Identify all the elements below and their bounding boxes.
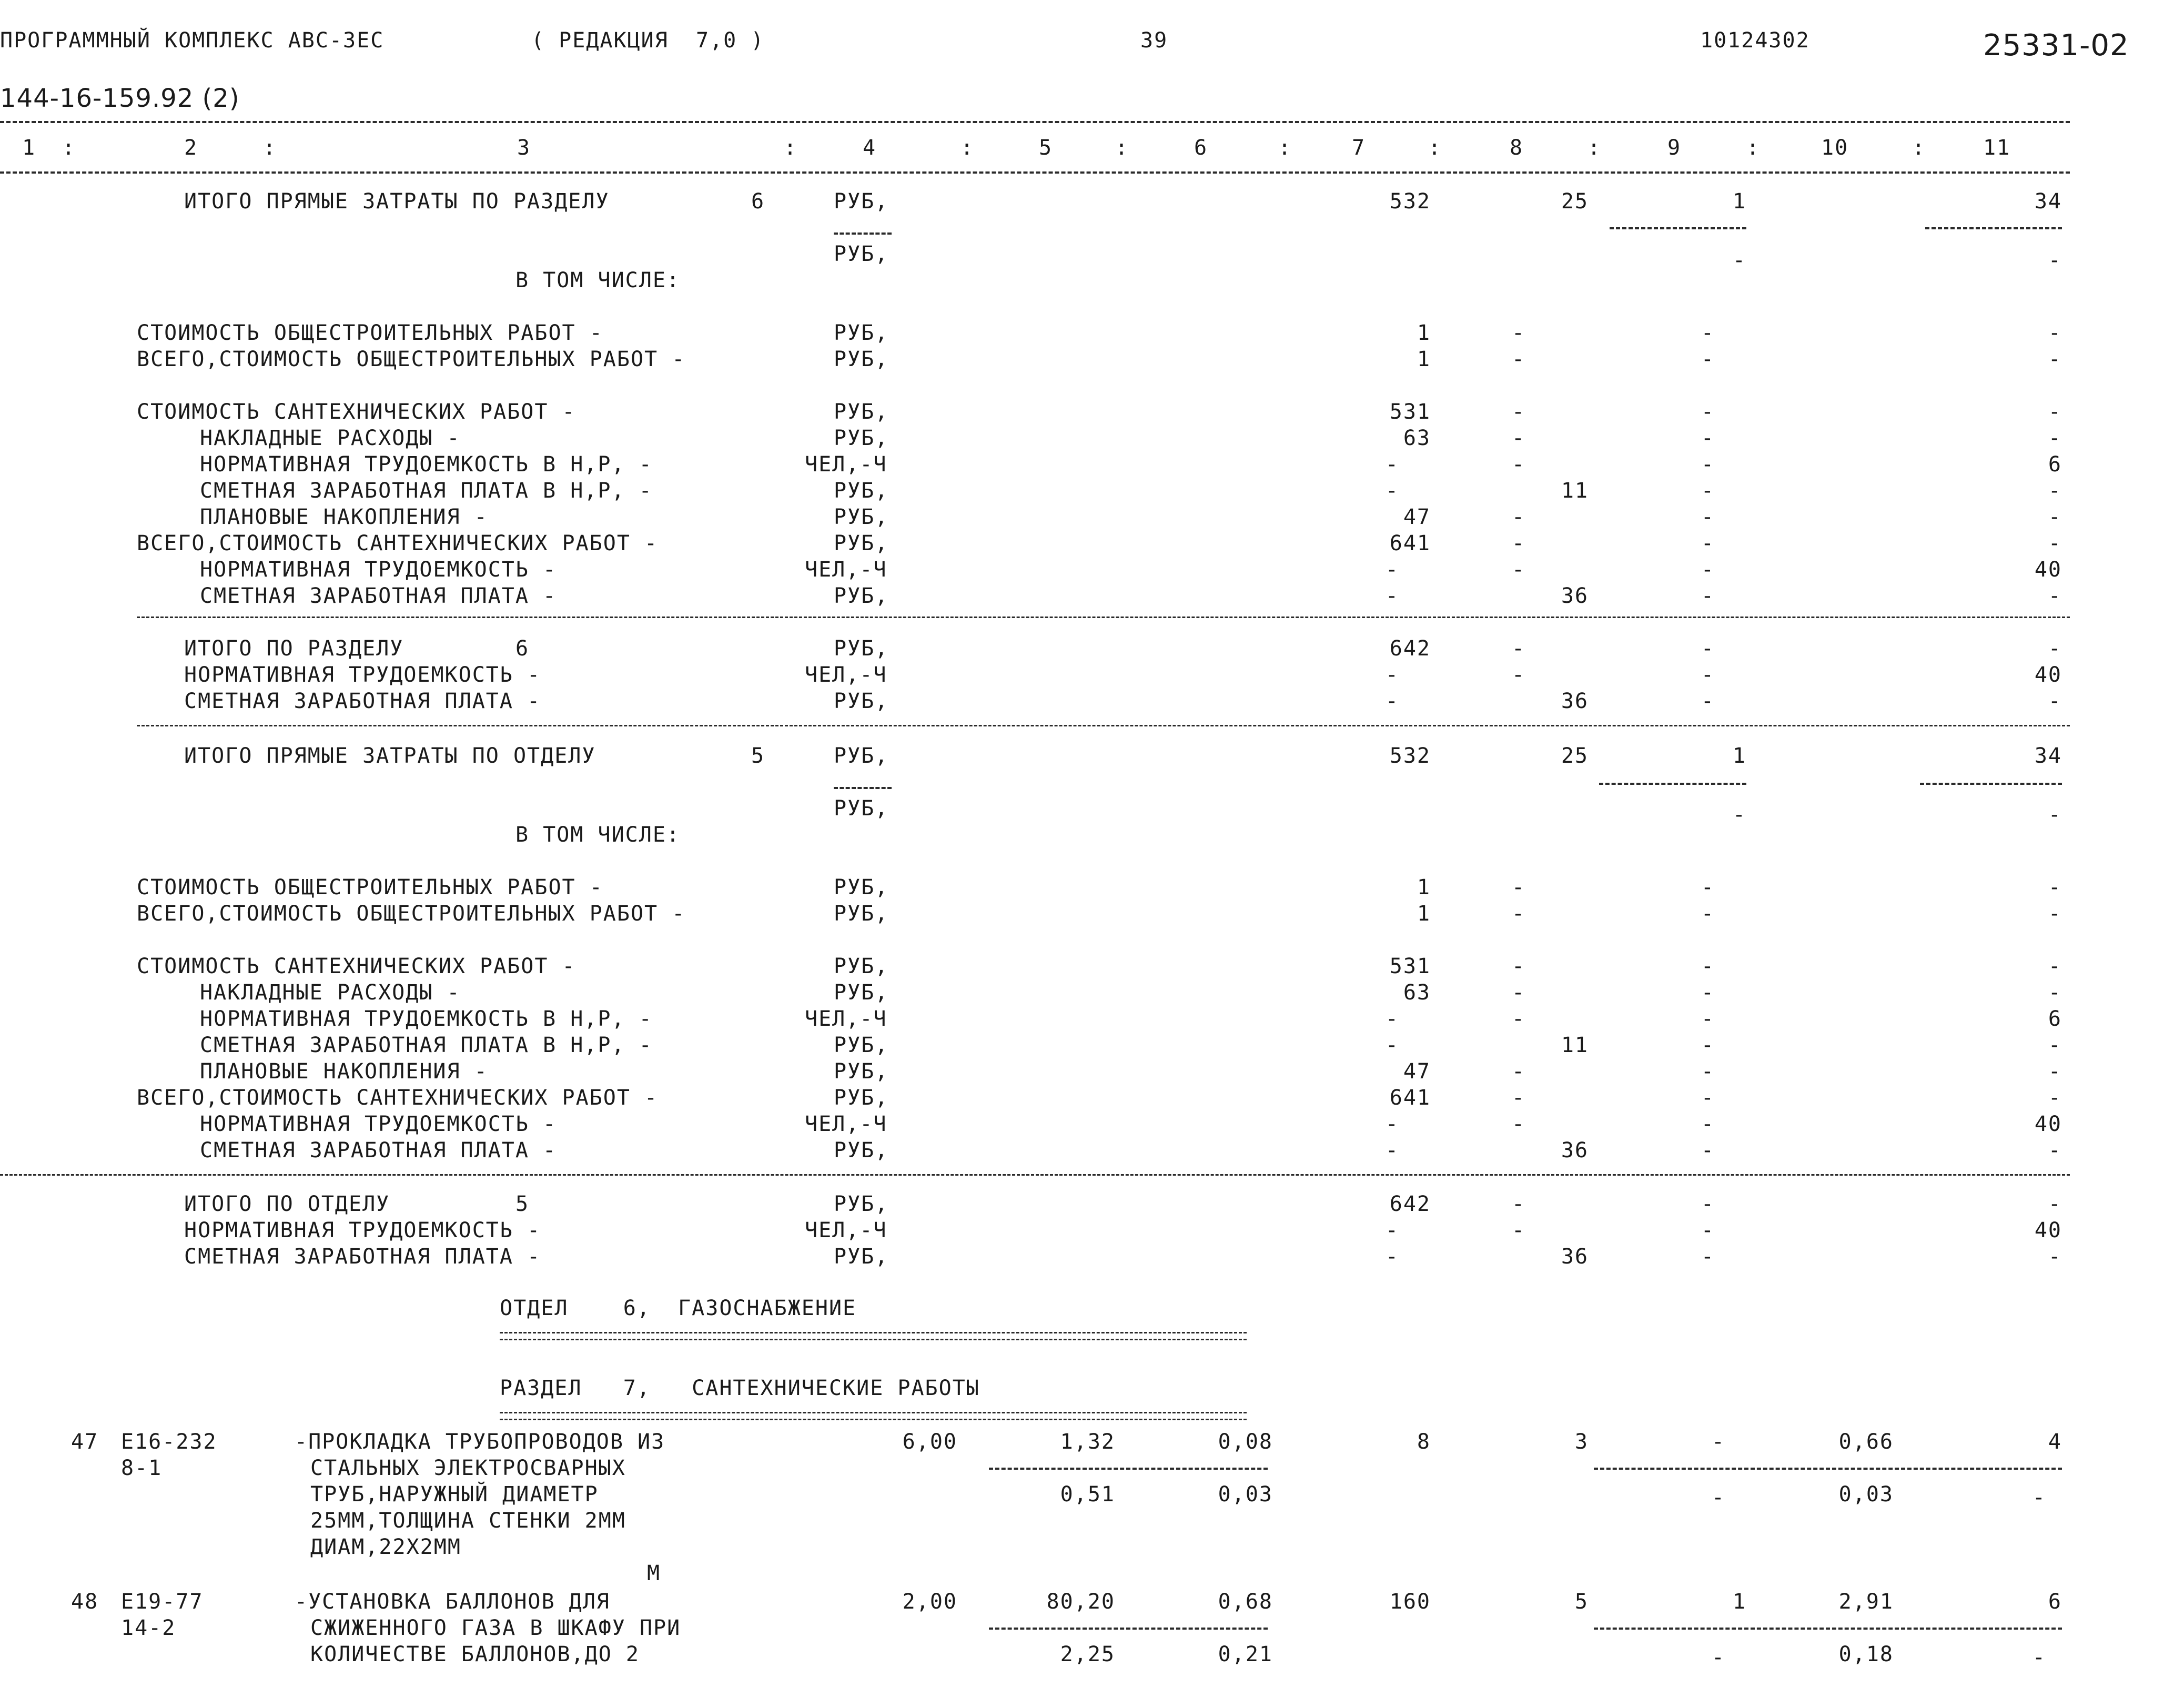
row-label: СМЕТНАЯ ЗАРАБОТНАЯ ПЛАТА - <box>184 1245 541 1269</box>
item-number: 48 <box>71 1590 99 1614</box>
value-c9: 1 <box>1732 744 1746 768</box>
unit: РУБ, <box>834 584 889 608</box>
section-rule <box>137 725 2070 726</box>
item-c8: 3 <box>1574 1430 1589 1454</box>
value-c9: - <box>1701 531 1715 555</box>
item-code: Е16-232 <box>121 1430 217 1454</box>
col-sep: : <box>263 136 277 160</box>
value-c9: - <box>1701 1245 1715 1269</box>
value-c11: - <box>2048 531 2062 555</box>
item-c6: 0,68 <box>1218 1590 1273 1614</box>
row-label: ИТОГО ПО РАЗДЕЛУ <box>184 636 404 661</box>
value-c8: - <box>1511 1218 1525 1242</box>
value-c7: - <box>1385 584 1399 608</box>
item-subcode: 8-1 <box>121 1456 163 1480</box>
col-sep: : <box>784 136 798 160</box>
price-underline <box>989 1628 1268 1630</box>
value-c8: - <box>1511 321 1525 345</box>
col-sep: : <box>1115 136 1129 160</box>
value-c11: 34 <box>2034 744 2062 768</box>
value-c7: 642 <box>1389 1192 1431 1216</box>
unit: РУБ, <box>834 796 889 821</box>
value-c11: - <box>2048 875 2062 900</box>
value-c9: - <box>1701 875 1715 900</box>
unit: РУБ, <box>834 744 889 768</box>
value-c9: 1 <box>1732 189 1746 214</box>
value-c11: - <box>2048 636 2062 661</box>
value-c7: - <box>1385 1033 1399 1057</box>
value-c8: - <box>1511 426 1525 450</box>
section-number: 6 <box>515 636 530 661</box>
unit: ЧЕЛ,-Ч <box>805 1218 887 1242</box>
row-label: СМЕТНАЯ ЗАРАБОТНАЯ ПЛАТА - <box>200 1138 557 1163</box>
item-c6-secondary: 0,21 <box>1218 1642 1273 1666</box>
item-description-line: ДИАМ,22Х2ММ <box>310 1535 461 1559</box>
value-c11: - <box>2048 1138 2062 1163</box>
value-c11: - <box>2048 902 2062 926</box>
department-number: 5 <box>751 744 765 768</box>
total-direct-costs-dept-label: ИТОГО ПРЯМЫЕ ЗАТРАТЫ ПО ОТДЕЛУ <box>184 744 596 768</box>
row-label: ВСЕГО,СТОИМОСТЬ САНТЕХНИЧЕСКИХ РАБОТ - <box>137 1086 659 1110</box>
value-c7: - <box>1385 689 1399 713</box>
row-label: НОРМАТИВНАЯ ТРУДОЕМКОСТЬ - <box>200 558 557 582</box>
col-10: 10 <box>1821 136 1849 160</box>
header-rule-bottom <box>0 171 2070 174</box>
unit: РУБ, <box>834 689 889 713</box>
unit: РУБ, <box>834 321 889 345</box>
value-c8: - <box>1511 400 1525 424</box>
item-description-line: -ПРОКЛАДКА ТРУБОПРОВОДОВ ИЗ <box>295 1430 665 1454</box>
value-c8: - <box>1511 1192 1525 1216</box>
unit: РУБ, <box>834 1033 889 1057</box>
col-sep: : <box>1912 136 1926 160</box>
value-c9: - <box>1701 479 1715 503</box>
unit: ЧЕЛ,-Ч <box>805 1007 887 1031</box>
value-c8: - <box>1511 452 1525 477</box>
stamp-number: 25331-02 <box>1983 28 2129 63</box>
value-c9: - <box>1701 1086 1715 1110</box>
unit: РУБ, <box>834 981 889 1005</box>
value-c7: 532 <box>1389 744 1431 768</box>
value-c11: - <box>2048 1086 2062 1110</box>
value-c9: - <box>1701 1192 1715 1216</box>
value-c8: - <box>1511 981 1525 1005</box>
unit: РУБ, <box>834 400 889 424</box>
value-c7: 642 <box>1389 636 1431 661</box>
value-c7: 63 <box>1403 981 1431 1005</box>
row-label: НОРМАТИВНАЯ ТРУДОЕМКОСТЬ - <box>184 1218 541 1242</box>
price-underline <box>989 1468 1268 1470</box>
item-c6-secondary: 0,03 <box>1218 1482 1273 1507</box>
value-c11: 40 <box>2034 663 2062 687</box>
row-label: ИТОГО ПО ОТДЕЛУ <box>184 1192 390 1216</box>
item-code: Е19-77 <box>121 1590 204 1614</box>
item-quantity: 6,00 <box>902 1430 957 1454</box>
unit: ЧЕЛ,-Ч <box>805 1112 887 1136</box>
value-c8: - <box>1511 531 1525 555</box>
unit: РУБ, <box>834 426 889 450</box>
value-c7: - <box>1385 1245 1399 1269</box>
item-c9-secondary: - <box>1711 1645 1725 1670</box>
section-number: 6 <box>751 189 765 214</box>
value-c7: - <box>1385 1218 1399 1242</box>
unit: ЧЕЛ,-Ч <box>805 452 887 477</box>
col-11: 11 <box>1983 136 2011 160</box>
item-unit-price: 80,20 <box>1046 1590 1115 1614</box>
value-c11: - <box>2048 1059 2062 1084</box>
item-description-line: КОЛИЧЕСТВЕ БАЛЛОНОВ,ДО 2 <box>310 1642 640 1666</box>
value-c11: - <box>2048 1033 2062 1057</box>
value-c8: - <box>1511 558 1525 582</box>
value-c7: - <box>1385 1112 1399 1136</box>
col-sep: : <box>1278 136 1292 160</box>
row-label: НОРМАТИВНАЯ ТРУДОЕМКОСТЬ - <box>200 1112 557 1136</box>
program-name: ПРОГРАММНЫЙ КОМПЛЕКС АВС-3ЕС <box>0 28 385 53</box>
row-label: ВСЕГО,СТОИМОСТЬ ОБЩЕСТРОИТЕЛЬНЫХ РАБОТ - <box>137 347 686 371</box>
row-label: СТОИМОСТЬ САНТЕХНИЧЕСКИХ РАБОТ - <box>137 400 576 424</box>
value-c9: - <box>1701 1007 1715 1031</box>
section-rule <box>137 617 2070 618</box>
row-label: СТОИМОСТЬ САНТЕХНИЧЕСКИХ РАБОТ - <box>137 954 576 978</box>
totals-underline <box>1594 1628 2062 1630</box>
value-c11: - <box>2048 1192 2062 1216</box>
value-c9: - <box>1701 505 1715 529</box>
value-c11: - <box>2048 954 2062 978</box>
value-c7: 1 <box>1417 321 1431 345</box>
row-label: НАКЛАДНЫЕ РАСХОДЫ - <box>200 981 461 1005</box>
unit: РУБ, <box>834 479 889 503</box>
col-sep: : <box>1587 136 1602 160</box>
c9-underline <box>1599 783 1746 785</box>
col-8: 8 <box>1510 136 1524 160</box>
value-c11: - <box>2048 1245 2062 1269</box>
unit: РУБ, <box>834 1245 889 1269</box>
value-c7: 47 <box>1403 505 1431 529</box>
department-number: 5 <box>515 1192 530 1216</box>
item-c10-secondary: 0,03 <box>1838 1482 1894 1507</box>
row-label: СМЕТНАЯ ЗАРАБОТНАЯ ПЛАТА - <box>200 584 557 608</box>
row-label: ВСЕГО,СТОИМОСТЬ САНТЕХНИЧЕСКИХ РАБОТ - <box>137 531 659 555</box>
value-c11: 34 <box>2034 189 2062 214</box>
value-c11: - <box>2048 584 2062 608</box>
value-c7: 47 <box>1403 1059 1431 1084</box>
col-1: 1 <box>22 136 36 160</box>
item-c5-secondary: 0,51 <box>1060 1482 1115 1507</box>
item-c10: 2,91 <box>1838 1590 1894 1614</box>
value-c7: - <box>1385 1138 1399 1163</box>
value-c8: 11 <box>1561 1033 1589 1057</box>
value-c7: - <box>1385 452 1399 477</box>
item-c6: 0,08 <box>1218 1430 1273 1454</box>
item-quantity: 2,00 <box>902 1590 957 1614</box>
col-sep: : <box>1428 136 1442 160</box>
item-c8: 5 <box>1574 1590 1589 1614</box>
value-c7: - <box>1385 663 1399 687</box>
item-c11-secondary: - <box>2032 1485 2046 1510</box>
value-c9: - <box>1701 1059 1715 1084</box>
row-label: ПЛАНОВЫЕ НАКОПЛЕНИЯ - <box>200 505 488 529</box>
page-number: 39 <box>1140 28 1168 53</box>
unit-underline <box>834 233 892 235</box>
unit: РУБ, <box>834 1059 889 1084</box>
col-4: 4 <box>863 136 877 160</box>
item-description-line: 25ММ,ТОЛЩИНА СТЕНКИ 2ММ <box>310 1509 626 1533</box>
item-c10: 0,66 <box>1838 1430 1894 1454</box>
unit: РУБ, <box>834 505 889 529</box>
value-c11: - <box>2048 321 2062 345</box>
value-c7: 531 <box>1389 954 1431 978</box>
col-7: 7 <box>1352 136 1366 160</box>
col-5: 5 <box>1039 136 1053 160</box>
value-c7: 1 <box>1417 902 1431 926</box>
value-c8: - <box>1511 1007 1525 1031</box>
item-unit-price: 1,32 <box>1060 1430 1115 1454</box>
unit: РУБ, <box>834 636 889 661</box>
row-label: СМЕТНАЯ ЗАРАБОТНАЯ ПЛАТА - <box>184 689 541 713</box>
col-6: 6 <box>1194 136 1208 160</box>
value-c8: - <box>1511 505 1525 529</box>
value-c9: - <box>1701 954 1715 978</box>
value-c8: - <box>1511 875 1525 900</box>
col-2: 2 <box>184 136 198 160</box>
value-c9: - <box>1701 321 1715 345</box>
value-c9: - <box>1701 347 1715 371</box>
value-c7: - <box>1385 1007 1399 1031</box>
item-c9: 1 <box>1732 1590 1746 1614</box>
c9-underline <box>1610 227 1746 229</box>
item-c11: 6 <box>2048 1590 2062 1614</box>
value-c7: 641 <box>1389 1086 1431 1110</box>
value-c8: - <box>1511 1059 1525 1084</box>
item-description-line: ТРУБ,НАРУЖНЫЙ ДИАМЕТР <box>310 1482 599 1507</box>
value-c11: - <box>2048 981 2062 1005</box>
col-sep: : <box>960 136 975 160</box>
item-c7: 160 <box>1389 1590 1431 1614</box>
doc-ref-number: 144-16-159.92 (2) <box>0 84 240 113</box>
item-c10-secondary: 0,18 <box>1838 1642 1894 1666</box>
value-c8: - <box>1511 663 1525 687</box>
value-c7: 1 <box>1417 347 1431 371</box>
row-label: СМЕТНАЯ ЗАРАБОТНАЯ ПЛАТА В Н,Р, - <box>200 479 653 503</box>
unit: РУБ, <box>834 347 889 371</box>
value-c11: - <box>2048 479 2062 503</box>
item-c11: 4 <box>2048 1430 2062 1454</box>
value-c9: - <box>1701 1112 1715 1136</box>
value-c9: - <box>1701 663 1715 687</box>
col-sep: : <box>62 136 76 160</box>
unit: РУБ, <box>834 189 889 214</box>
totals-underline <box>1594 1468 2062 1470</box>
value-c8: - <box>1511 1086 1525 1110</box>
unit: РУБ, <box>834 531 889 555</box>
value-c9: - <box>1701 452 1715 477</box>
item-description-line: СЖИЖЕННОГО ГАЗА В ШКАФУ ПРИ <box>310 1616 681 1640</box>
value-c9: - <box>1701 689 1715 713</box>
unit-underline <box>834 787 892 789</box>
value-c11: 40 <box>2034 1218 2062 1242</box>
value-c7: 63 <box>1403 426 1431 450</box>
including-label: В ТОМ ЧИСЛЕ: <box>515 823 680 847</box>
value-c8: - <box>1511 347 1525 371</box>
col-sep: : <box>1746 136 1761 160</box>
edition: ( РЕДАКЦИЯ 7,0 ) <box>531 28 765 53</box>
row-label: СТОИМОСТЬ ОБЩЕСТРОИТЕЛЬНЫХ РАБОТ - <box>137 321 603 345</box>
row-label: НОРМАТИВНАЯ ТРУДОЕМКОСТЬ - <box>184 663 541 687</box>
header-rule-top <box>0 121 2070 123</box>
value-c9-secondary: - <box>1732 248 1746 272</box>
c11-underline <box>1925 227 2062 229</box>
value-c8: 36 <box>1561 584 1589 608</box>
department-heading-underline <box>500 1332 1247 1340</box>
row-label: НАКЛАДНЫЕ РАСХОДЫ - <box>200 426 461 450</box>
value-c11: - <box>2048 505 2062 529</box>
section-heading: РАЗДЕЛ 7, САНТЕХНИЧЕСКИЕ РАБОТЫ <box>500 1376 980 1400</box>
value-c7: 1 <box>1417 875 1431 900</box>
row-label: НОРМАТИВНАЯ ТРУДОЕМКОСТЬ В Н,Р, - <box>200 452 653 477</box>
value-c9: - <box>1701 1218 1715 1242</box>
value-c8: - <box>1511 902 1525 926</box>
value-c7: - <box>1385 558 1399 582</box>
item-c9: - <box>1711 1430 1725 1454</box>
unit: РУБ, <box>834 1086 889 1110</box>
row-label: ПЛАНОВЫЕ НАКОПЛЕНИЯ - <box>200 1059 488 1084</box>
value-c11: - <box>2048 689 2062 713</box>
value-c8: - <box>1511 1112 1525 1136</box>
unit: РУБ, <box>834 902 889 926</box>
value-c9-secondary: - <box>1732 803 1746 827</box>
unit: ЧЕЛ,-Ч <box>805 663 887 687</box>
value-c11: 6 <box>2048 452 2062 477</box>
value-c8: 25 <box>1561 189 1589 214</box>
value-c9: - <box>1701 1138 1715 1163</box>
unit: РУБ, <box>834 875 889 900</box>
value-c11: 6 <box>2048 1007 2062 1031</box>
value-c8: - <box>1511 636 1525 661</box>
unit: РУБ, <box>834 242 889 266</box>
unit: РУБ, <box>834 1138 889 1163</box>
value-c9: - <box>1701 1033 1715 1057</box>
total-direct-costs-label: ИТОГО ПРЯМЫЕ ЗАТРАТЫ ПО РАЗДЕЛУ <box>184 189 610 214</box>
value-c11: - <box>2048 347 2062 371</box>
document-code: 10124302 <box>1700 28 1810 53</box>
value-c11-secondary: - <box>2048 248 2062 272</box>
value-c9: - <box>1701 426 1715 450</box>
value-c8: 25 <box>1561 744 1589 768</box>
value-c9: - <box>1701 584 1715 608</box>
value-c8: 11 <box>1561 479 1589 503</box>
value-c7: 531 <box>1389 400 1431 424</box>
including-label: В ТОМ ЧИСЛЕ: <box>515 268 680 292</box>
section-rule <box>0 1174 2070 1176</box>
value-c8: 36 <box>1561 1138 1589 1163</box>
col-9: 9 <box>1667 136 1682 160</box>
section-heading-underline <box>500 1412 1247 1420</box>
value-c8: 36 <box>1561 689 1589 713</box>
item-c9-secondary: - <box>1711 1485 1725 1510</box>
value-c8: - <box>1511 954 1525 978</box>
item-c7: 8 <box>1417 1430 1431 1454</box>
item-number: 47 <box>71 1430 99 1454</box>
unit: ЧЕЛ,-Ч <box>805 558 887 582</box>
value-c9: - <box>1701 636 1715 661</box>
value-c11-secondary: - <box>2048 803 2062 827</box>
col-3: 3 <box>517 136 531 160</box>
c11-underline <box>1920 783 2062 785</box>
value-c7: - <box>1385 479 1399 503</box>
row-label: НОРМАТИВНАЯ ТРУДОЕМКОСТЬ В Н,Р, - <box>200 1007 653 1031</box>
value-c11: - <box>2048 426 2062 450</box>
item-subcode: 14-2 <box>121 1616 176 1640</box>
unit: РУБ, <box>834 1192 889 1216</box>
department-heading: ОТДЕЛ 6, ГАЗОСНАБЖЕНИЕ <box>500 1296 857 1320</box>
value-c9: - <box>1701 902 1715 926</box>
value-c9: - <box>1701 981 1715 1005</box>
item-unit: М <box>647 1561 661 1585</box>
row-label: СТОИМОСТЬ ОБЩЕСТРОИТЕЛЬНЫХ РАБОТ - <box>137 875 603 900</box>
value-c8: 36 <box>1561 1245 1589 1269</box>
value-c9: - <box>1701 400 1715 424</box>
item-description-line: -УСТАНОВКА БАЛЛОНОВ ДЛЯ <box>295 1590 610 1614</box>
value-c11: 40 <box>2034 1112 2062 1136</box>
row-label: СМЕТНАЯ ЗАРАБОТНАЯ ПЛАТА В Н,Р, - <box>200 1033 653 1057</box>
row-label: ВСЕГО,СТОИМОСТЬ ОБЩЕСТРОИТЕЛЬНЫХ РАБОТ - <box>137 902 686 926</box>
value-c7: 532 <box>1389 189 1431 214</box>
value-c9: - <box>1701 558 1715 582</box>
value-c11: 40 <box>2034 558 2062 582</box>
unit: РУБ, <box>834 954 889 978</box>
item-c11-secondary: - <box>2032 1645 2046 1670</box>
value-c7: 641 <box>1389 531 1431 555</box>
item-c5-secondary: 2,25 <box>1060 1642 1115 1666</box>
item-description-line: СТАЛЬНЫХ ЭЛЕКТРОСВАРНЫХ <box>310 1456 626 1480</box>
value-c11: - <box>2048 400 2062 424</box>
